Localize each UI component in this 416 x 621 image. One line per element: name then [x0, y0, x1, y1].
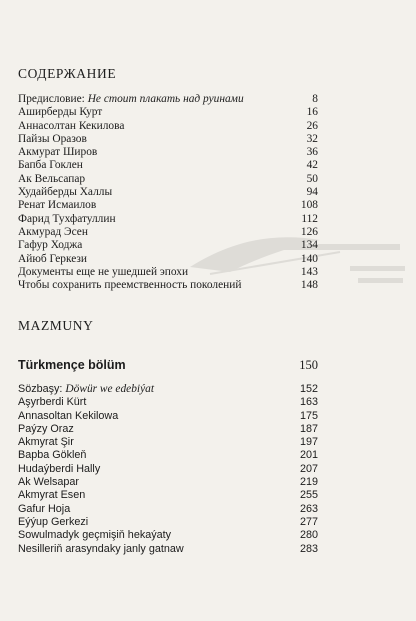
toc-entry-prefix: Sözbaşy: — [18, 383, 66, 395]
toc-entry — [18, 120, 318, 133]
toc-entry-page: 16 — [306, 106, 318, 119]
toc-entry-title: Худайберды Халлы — [18, 186, 113, 199]
ru-contents-list — [18, 93, 318, 292]
toc-entry-title: Пайзы Оразов — [18, 132, 87, 145]
toc-entry — [18, 529, 318, 542]
toc-entry-page: 140 — [300, 252, 318, 265]
toc-entry-page: 50 — [306, 172, 318, 185]
toc-entry-title: Hudaýberdi Hally — [18, 462, 101, 475]
toc-entry — [18, 279, 318, 292]
toc-entry-page: 207 — [299, 462, 318, 475]
toc-entry-title: Акмурад Эсен — [18, 225, 88, 238]
toc-entry-title: Ak Welsapar — [18, 476, 80, 489]
toc-entry-title: Sowulmadyk geçmişiň hekaýaty — [18, 529, 172, 542]
ru-contents-heading: СОДЕРЖАНИЕ — [18, 66, 117, 81]
toc-entry-page: 175 — [299, 409, 318, 422]
toc-entry-page: 255 — [299, 489, 318, 502]
part-title: Türkmençe bölüm — [18, 358, 126, 372]
toc-entry-page: 126 — [300, 225, 318, 238]
toc-entry-page: 277 — [299, 515, 318, 528]
toc-entry — [18, 410, 318, 423]
toc-entry-title: Чтобы сохранить преемственность поколений — [18, 279, 242, 292]
toc-entry-page: 197 — [299, 436, 318, 449]
toc-entry-page: 134 — [300, 239, 318, 252]
toc-entry — [18, 423, 318, 436]
toc-entry — [18, 476, 318, 489]
toc-entry — [18, 449, 318, 462]
toc-entry-page: 42 — [306, 159, 318, 172]
toc-entry — [18, 106, 318, 119]
toc-entry — [18, 226, 318, 239]
toc-entry — [18, 213, 318, 226]
toc-entry-title: Аширберды Курт — [18, 106, 103, 119]
toc-entry — [18, 436, 318, 449]
toc-entry-page: 280 — [299, 529, 318, 542]
part-heading — [18, 357, 318, 373]
toc-entry — [18, 159, 318, 172]
toc-entry-title: Аннасолтан Кекилова — [18, 119, 125, 132]
toc-entry-page: 32 — [306, 132, 318, 145]
toc-entry — [18, 503, 318, 516]
toc-entry — [18, 463, 318, 476]
toc-entry — [18, 186, 318, 199]
toc-entry-page: 36 — [306, 146, 318, 159]
toc-entry-page: 8 — [312, 93, 318, 105]
toc-entry-page: 152 — [299, 383, 318, 395]
toc-entry-page: 187 — [299, 422, 318, 435]
toc-entry-title: Акмурат Широв — [18, 146, 98, 159]
toc-entry-page: 163 — [299, 396, 318, 409]
toc-entry — [18, 489, 318, 502]
toc-entry-title: Фарид Тухфатуллин — [18, 212, 116, 225]
toc-entry-title: Akmyrat Esen — [18, 489, 86, 502]
toc-entry — [18, 199, 318, 212]
toc-entry-title: Bapba Gökleň — [18, 449, 87, 462]
toc-entry-title: Ренат Исмаилов — [18, 199, 97, 212]
toc-entry-page: 148 — [300, 279, 318, 292]
tk-contents-list — [18, 383, 318, 556]
toc-entry-title: Бапба Гоклен — [18, 159, 83, 172]
toc-entry — [18, 396, 318, 409]
toc-entry — [18, 266, 318, 279]
toc-entry — [18, 543, 318, 556]
toc-entry-page: 143 — [300, 265, 318, 278]
toc-entry — [18, 146, 318, 159]
toc-entry — [18, 253, 318, 266]
toc-entry-title — [18, 383, 154, 396]
toc-entry-title: Gafur Hoja — [18, 502, 71, 515]
toc-entry-title: Документы еще не ушедшей эпохи — [18, 265, 189, 278]
tk-contents-heading: MAZMUNY — [18, 318, 94, 333]
toc-entry-prefix: Предисловие: — [18, 93, 88, 105]
toc-entry — [18, 93, 318, 106]
toc-entry-page: 201 — [299, 449, 318, 462]
toc-entry-title: Aşyrberdi Kürt — [18, 396, 87, 409]
toc-entry-page: 112 — [301, 212, 318, 225]
toc-entry — [18, 133, 318, 146]
toc-entry — [18, 383, 318, 396]
toc-entry-title: Айюб Геркези — [18, 252, 87, 265]
toc-entry — [18, 239, 318, 252]
toc-entry — [18, 173, 318, 186]
toc-entry-subtitle: Döwür we edebiýat — [65, 383, 154, 395]
toc-entry-title: Гафур Ходжа — [18, 239, 83, 252]
toc-entry-page: 283 — [299, 542, 318, 555]
toc-entry-title: Annasoltan Kekilowa — [18, 409, 119, 422]
toc-entry-title: Eýýup Gerkezi — [18, 515, 89, 528]
toc-entry-page: 108 — [300, 199, 318, 212]
toc-entry-title — [18, 93, 244, 106]
toc-entry-title: Paýzy Oraz — [18, 422, 74, 435]
part-page-number: 150 — [299, 358, 318, 372]
toc-entry — [18, 516, 318, 529]
toc-entry-page: 26 — [306, 119, 318, 132]
toc-entry-page: 219 — [299, 476, 318, 489]
toc-entry-title: Ак Вельсапар — [18, 172, 86, 185]
toc-entry-subtitle: Не стоит плакать над руинами — [87, 93, 244, 105]
toc-entry-title: Nesilleriň arasyndaky janly gatnaw — [18, 542, 184, 555]
toc-entry-title: Akmyrat Şir — [18, 436, 74, 449]
toc-entry-page: 263 — [299, 502, 318, 515]
toc-entry-page: 94 — [306, 186, 318, 199]
